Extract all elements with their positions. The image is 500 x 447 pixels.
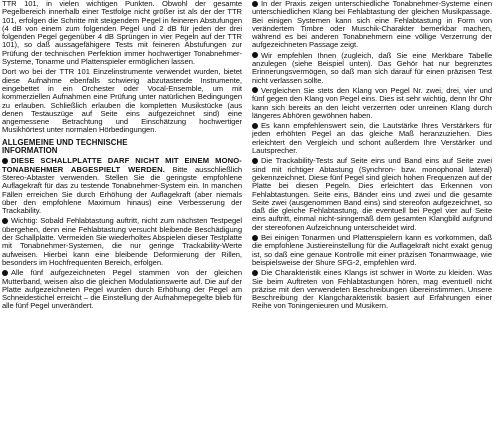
right-bullet-1-text: In der Praxis zeigen unterschiedliche Tonabnehmer-Systeme einen unterschiedlichen Klang bei Fehlabtastung der gleichen Musikpassage. Bei einigen Systemen kann sich eine Fehlabtastung in Form von verändertem Timbre oder Muschik-Charakter bemerkbar machen, während es bei anderen Tonabnehmern eine völlige Verzerrung der aufgezeichneten Passage zeigt. <box>252 0 492 50</box>
left-bullet-1-rest: Bitte ausschließlich Stereo-Abtaster verwenden. Stellen Sie die geringste empfohlene Auflagekraft für das zu testende Tonabnehmer-System ein. In manchen Fällen erreichen Sie durch Erhöhung der Auflagekraft (aber niemals über den empfohlene Maximum hinaus) eine Verbesserung der Trackability. <box>2 164 243 216</box>
bullet-icon <box>252 52 258 58</box>
bullet-icon <box>2 158 8 164</box>
section-heading-line-2: INFORMATION <box>2 146 58 156</box>
bullet-icon <box>252 87 258 93</box>
section-heading <box>2 139 242 156</box>
right-bullet-6-text: Bei einigen Tonarmen und Plattenspielern kann es vorkommen, daß die empfohlene Justiereinstellung für die Auflagekraft nicht exakt genug ist, so daß eine genaue Kontrolle mit einer präzisen Tonarmwaage, wie beispielsweise der Shure SFG-2, empfehlen wird. <box>252 233 492 267</box>
bullet-icon <box>2 270 8 276</box>
left-paragraph-1: TTR 101, in vielen wichtigen Punkten. Obwohl der gesamte Pegelbereich innerhalb einer Testfolge nicht größer ist als der der TTR 101, erfolgen die Schritte mit steigendem Pegel in feineren Abstufungen (4 dB von einem zum folgenden Pegel und 2 dB für jeden der drei folgenden Pegel gegenüber 4 dB Sprüngen in vier Pegeln auf der TTR 101), so daß aussagefähigere Tests mit feineren Abstufungen zur Prüfung der technischen Perfektion immer hochwertiger Tonabnehmer-Systeme, Tonarme und Plattenspieler ermöglichen lassen. <box>2 0 242 67</box>
left-bullet-2-text: Wichtig: Sobald Fehlabtastung auftritt, nicht zum nächsten Testpegel übergehen, denn eine Fehlabtastung versucht bleibende Beschädigung der Schallplatte. Vermeiden Sie wiederholtes Abspielen dieser Testplatte mit Tonabnehmer-Systemen, die nur geringe Trackability-Werte aufweisen. Hierbei kann eine bleibende Deformierung der Rillen, besonders im Hochfrequenten Bereich, erfolgen. <box>2 216 242 267</box>
right-bullet-5-text: Die Trackability-Tests auf Seite eins und Band eins auf Seite zwei sind mit richtiger Abtastung (Synchron- bzw. monophonal lateral) gekennzeichnet. Diese fünf Pegel sind gleich hohen Frequenzen auf der Platte bei diesen Pegeln. Dies erleichtert das Erkennen von Fehlabtastungen. Seite eins, Bänder eins und zwei und die gesamte Seite zwei (ausgenommen Band eins) sind stereofon aufgezeichnet, so daß die gleiche Fehlabtastung, die eventuell bei Pegel vier auf Seite eins auftritt, einmal nicht-sinngemäß dem gesamten Klangbild aufgrund der stereofonen Aufzeichnung unterscheidet wird. <box>252 156 492 232</box>
right-bullet-6 <box>252 234 492 267</box>
right-column <box>252 0 492 447</box>
bullet-icon <box>252 158 258 164</box>
right-bullet-1 <box>252 0 492 50</box>
bullet-icon <box>252 235 258 241</box>
section-heading-line-1: ALLGEMEINE UND TECHNISCHE <box>2 137 128 147</box>
bullet-icon <box>252 123 258 129</box>
left-paragraph-2: Dort wo bei der TTR 101 Einzelinstrumente verwendet wurden, bietet diese Aufnahme ebenfalls schwierig abzutastende Instrumente, eingebettet in ein Orchester oder Vocal-Ensemble, um mit kommerziellen Aufnahmen eine Prüfung unter natürlichen Bedingungen zu erlauben. Schließlich erlauben die kompletten Musikstücke (aus denen Testauszüge auf Seite eins aufgezeichnet sind) eine angemessene Betrachtung und Einschätzung hochwertiger Musikhörtest unter normalen Hörbedingungen. <box>2 67 242 135</box>
left-column <box>2 0 242 447</box>
left-bullet-1 <box>2 157 242 215</box>
left-bullet-3 <box>2 269 242 310</box>
right-bullet-4-text: Es kann empfehlenswert sein, die Lautstärke Ihres Verstärkers für jeden erhöhten Pegel an das gleiche Maß heranzuziehen. Dies erleichtert den Vergleich und schont außerdem Ihre Verstärker und Lautsprecher. <box>252 121 492 156</box>
left-bullet-2 <box>2 217 242 267</box>
bullet-icon <box>252 270 258 276</box>
right-bullet-3 <box>252 87 492 120</box>
right-bullet-2-text: Wir empfehlen Ihnen (zugleich, daß Sie eine Merkbare Tabelle anzulegen (siehe Beispiel unten). Das Gehör hat nur begrenztes Erinnerungsvermögen, so daß man sich darauf für einen präzisen Test nicht verlassen sollte. <box>252 50 492 85</box>
right-bullet-3-text: Vergleichen Sie stets den Klang von Pegel Nr. zwei, drei, vier und fünf gegen den Klang von Pegel eins. Dies ist sehr wichtig, denn Ihr Ohr kann sich bereits an den leicht verzerrten oder unreinen Klang durch längeres Abhören gewöhnen haben. <box>252 85 492 120</box>
left-bullet-1-caps: DIESE SCHALLPLATTE DARF NICHT MIT EINEM MONO-TONABNEHMER ABGESPIELT WERDEN. <box>2 156 242 174</box>
bullet-icon <box>2 218 8 224</box>
right-bullet-7 <box>252 269 492 310</box>
bullet-icon <box>252 1 258 7</box>
right-bullet-4 <box>252 122 492 155</box>
left-bullet-3-text: Alle fünf aufgezeichneten Pegel stammen von der gleichen Mutterband, weisen also die gleichen Modulationswerte auf. Die auf der Platte aufgezeichneten Pegel wurden durch Erhöhung der Pegel am Schneidestichel erreicht – die Einstellung der Aufnahmepegelte blieb für alle fünf Pegel unverändert. <box>2 268 242 311</box>
right-bullet-5 <box>252 157 492 232</box>
right-bullet-2 <box>252 52 492 85</box>
right-bullet-7-text: Die Charakteristik eines Klangs ist schwer in Worte zu kleiden. Was Sie beim Auftreten von Fehlabtastungen hören, mag eventuell nicht präzise mit den verwendeten Beschreibungen übereinstimmen. Unsere Beschreibung der Klangcharakteristik basiert auf Erfahrungen einer Reihe von Toningenieuren und Musikern. <box>252 268 492 311</box>
